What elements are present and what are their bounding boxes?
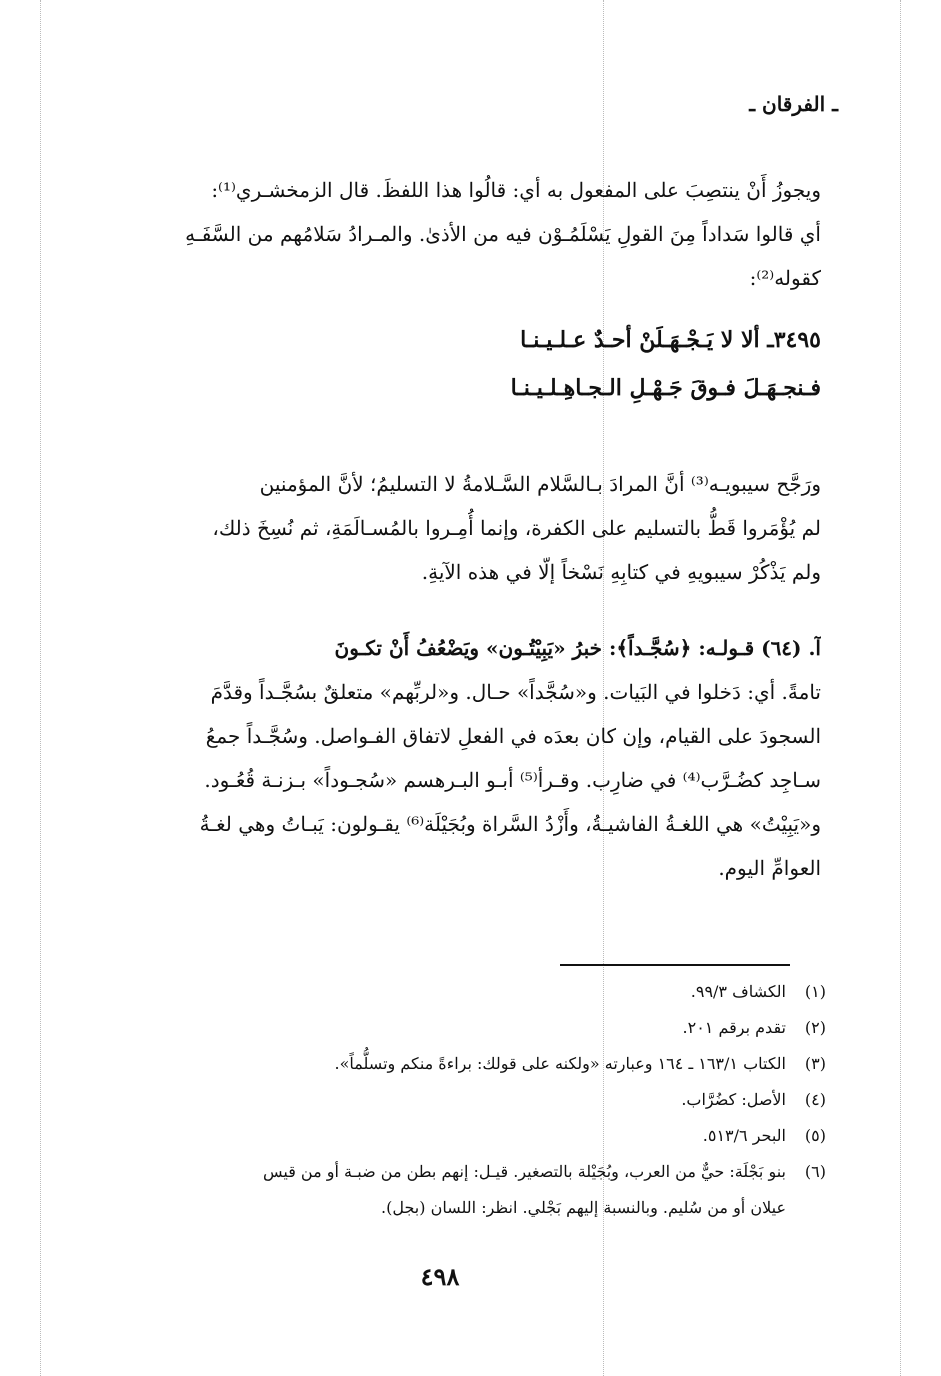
page-number: ٤٩٨: [420, 1262, 460, 1291]
text-line: آ. (٦٤) قـولـه: ﴿سُجَّـداً﴾: خبرُ «يَبِيْتُـون» ويَضْعُفُ أَنْ تكـونَ: [334, 636, 821, 660]
verse-line-1: ٣٤٩٥ـ ألا لا يَـجْـهَـلَنْ أحـدٌ عـلـيـنـا: [520, 327, 821, 353]
text-line: سـاجِد كضُـرَّب⁽⁴⁾ في ضارِب. وقـرأ⁽⁵⁾ أبـو البـرهسم «سُجـوداً» بـزنـة قُعُـود.: [204, 768, 821, 792]
footnote-continuation: عيلان أو من سُليم. وبالنسبة إليهم بَجْلي. انظر: اللسان (بجل).: [381, 1198, 786, 1217]
footnote: [126, 1010, 826, 1046]
footnote-text: البحر ٥١٣/٦.: [702, 1126, 786, 1145]
footnote-number: (٥): [804, 1126, 826, 1145]
text-line: ويجوزُ أَنْ ينتصِبَ على المفعول به أي: قالُوا هذا اللفظَ. قال الزمخشـري⁽¹⁾:: [211, 178, 821, 202]
paragraph-2: [131, 462, 821, 594]
footnote-number: (٣): [804, 1054, 826, 1073]
paragraph-1: [131, 168, 821, 300]
text-line: ولم يَذْكُرْ سيبويهِ في كتابِهِ نَسْخاً إلّا في هذه الآيةِ.: [421, 560, 821, 584]
footnote-number: (٢): [804, 1018, 826, 1037]
footnote-number: (٤): [804, 1090, 826, 1109]
footnote-text: بنو بَجْلَة: حيٌّ من العرب، وبُجَيْلة بالتصغير. قيـل: إنهم بطن من ضبـة أو من قيس: [262, 1162, 786, 1181]
footnote-text: الكشاف ٩٩/٣.: [690, 982, 786, 1001]
footnote-text: تقدم برقم ٢٠١.: [682, 1018, 786, 1037]
footnote: [126, 1118, 826, 1154]
poetry-verse: [131, 316, 821, 412]
text-line: تامةً. أي: دَخلوا في البَيات. و«سُجَّداً» حـال. و«لربِّهم» متعلقٌ بسُجَّـداً وقدَّمَ: [210, 680, 821, 704]
footnote-divider: [560, 964, 790, 966]
text-line: السجودَ على القيام، وإن كان بعدَه في الفعلِ لاتفاق الفـواصل. وسُجَّـداً جمعُ: [205, 724, 821, 748]
verse-line-2: فـنجـهَـلَ فـوقَ جَـهْـلِ الـجـاهِـلـيـنـا: [510, 375, 821, 401]
footnote: [126, 974, 826, 1010]
footnote: [126, 1154, 826, 1190]
text-line: لم يُؤْمَروا قَطُّ بالتسليم على الكفرة، وإنما أُمِـروا بالمُسـالَمَةِ، ثم نُسِخَ ذلك،: [212, 516, 821, 540]
text-line: ورَجَّح سيبويـه⁽³⁾ أنَّ المرادَ بـالسَّلام السَّـلامةُ لا التسليمُ؛ لأنَّ المؤمنين: [259, 472, 821, 496]
footnote: [126, 1082, 826, 1118]
paragraph-3: [131, 626, 821, 890]
footnote-number: (٦): [804, 1162, 826, 1181]
footnote: [126, 1046, 826, 1082]
text-line: أي قالوا سَداداً مِنَ القولِ يَسْلَمُـوْن فيه من الأذىٰ. والمـرادُ سَلامُهم من السَّفَـهِ: [185, 222, 821, 246]
text-line: كقوله⁽²⁾:: [749, 266, 821, 290]
scan-guide-line: [900, 0, 901, 1376]
scan-guide-line: [40, 0, 41, 1376]
footnote-number: (١): [804, 982, 826, 1001]
text-line: و«يَبِيْتُ» هي اللغـةُ الفاشيـةُ، وأَزْدُ السَّراة وبُجَيْلَة⁽⁶⁾ يقـولون: يَبـاتُ وهي لغـةُ: [199, 812, 821, 836]
running-header: ـ الفرقان ـ: [749, 92, 838, 116]
footnote-text: الأصل: كضُرَّاب.: [681, 1090, 786, 1109]
footnote-text: الكتاب ١٦٣/١ ـ ١٦٤ وعبارته «ولكنه على قولك: براءةً منكم وتسلُّماً».: [334, 1054, 786, 1073]
text-line: العوامِّ اليوم.: [718, 856, 821, 880]
footnotes: [126, 974, 826, 1226]
